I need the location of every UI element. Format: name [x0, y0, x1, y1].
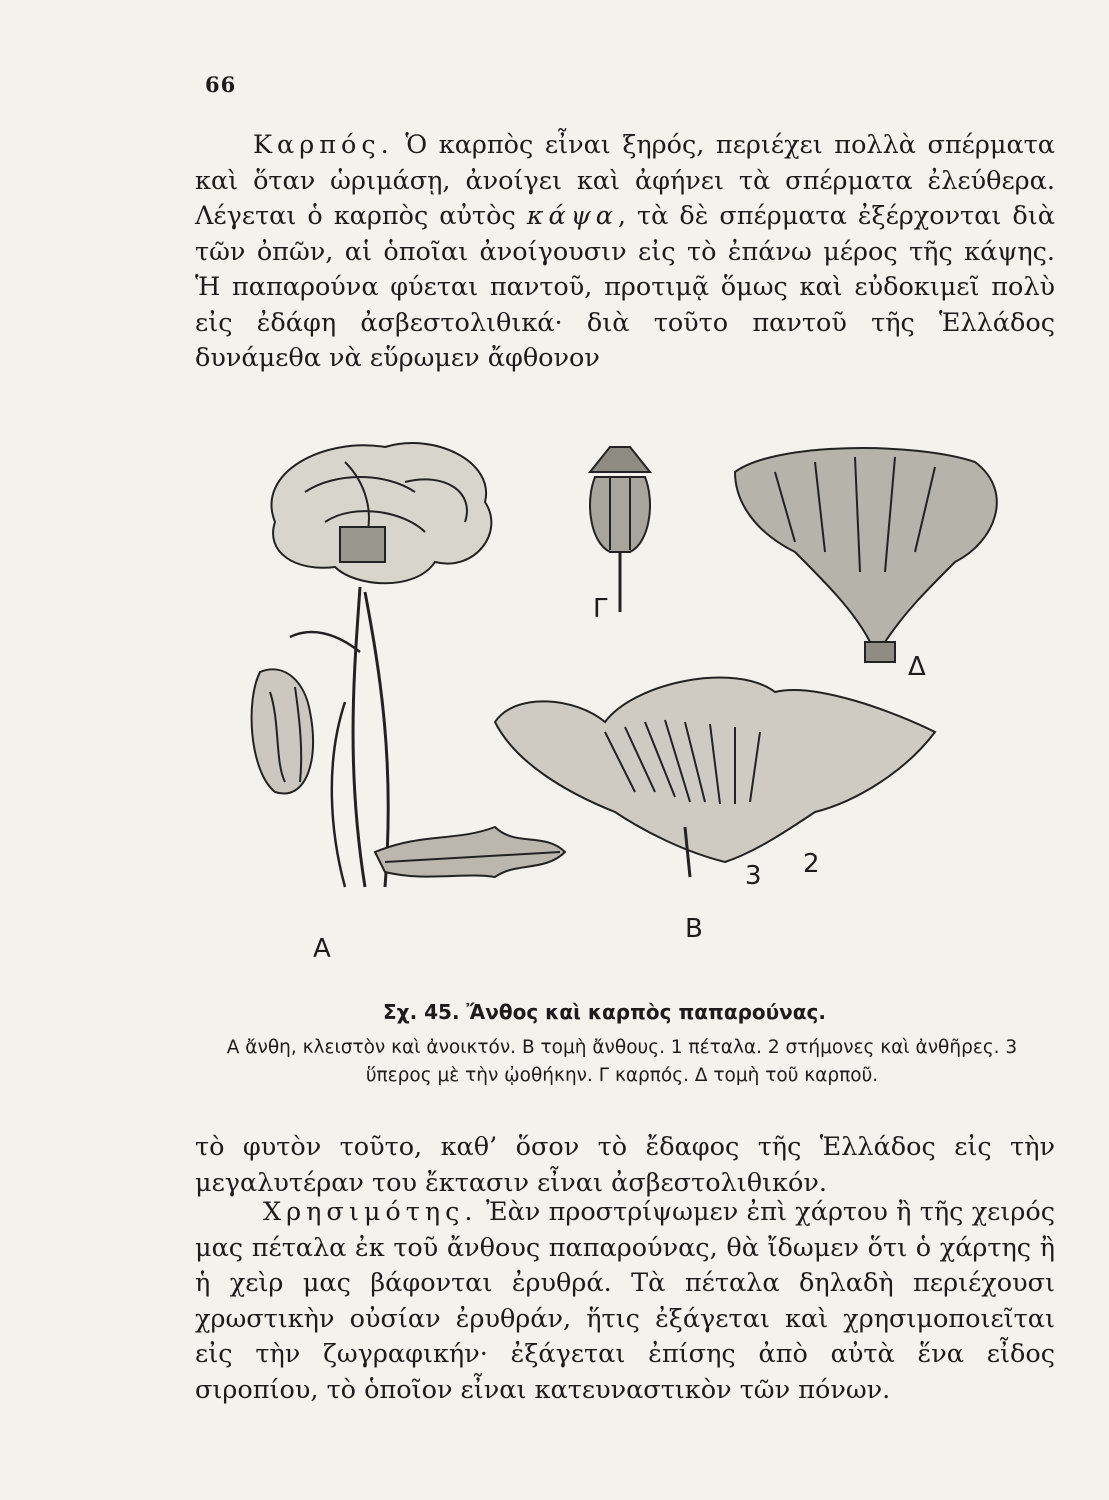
term-capsule: κάψα — [526, 201, 618, 231]
label-b: Β — [685, 914, 703, 944]
fruit-section-drawing — [735, 448, 997, 662]
fruit-capsule-drawing — [590, 447, 650, 612]
paragraph-fruit — [195, 128, 1055, 377]
paragraph-usefulness-body: Ἐὰν προστρίψωμεν ἐπὶ χάρτου ἢ τῆς χειρός μας πέταλα ἐκ τοῦ ἄνθους παπαρούνας, θὰ ἴδωμεν ὅτι ὁ χάρτης ἢ ἡ χεὶρ μας βάφονται ἐρυθρά. Τὰ πέταλα δηλαδὴ περιέχουσι χρωστικὴν οὐσίαν ἐρυθράν, ἥτις ἐξάγεται καὶ χρησιμοποιεῖται εἰς τὴν ζωγραφικήν· ἐξάγεται ἐπίσης ἀπὸ αὐτὰ ἕνα εἶδος σιροπίου, τὸ ὁποῖον εἶναι κατευναστικὸν τῶν πόνων. — [195, 1197, 1055, 1405]
paragraph-fruit-tail: , τὰ δὲ σπέρματα ἐξέρχονται διὰ τῶν ὀπῶν, αἱ ὁποῖαι ἀνοίγουσιν εἰς τὸ ἐπάνω μέρος τῆς κάψης. Ἡ παπαρούνα φύεται παντοῦ, προτιμᾷ ὅμως καὶ εὐδοκιμεῖ πολὺ εἰς ἐδάφη ἀσβεστολιθικά· διὰ τοῦτο παντοῦ τῆς Ἑλλάδος δυνάμεθα νὰ εὕρωμεν ἄφθονον — [195, 201, 1055, 373]
closed-bud-drawing — [252, 669, 314, 793]
open-flower-drawing — [272, 443, 492, 583]
section-heading-fruit: Καρπός. — [253, 130, 394, 160]
label-d: Δ — [908, 652, 926, 682]
label-g: Γ — [593, 594, 608, 624]
label-3: 3 — [745, 861, 762, 891]
section-heading-usefulness: Χρησιμότης. — [263, 1197, 478, 1227]
figure-caption-text: Α ἄνθη, κλειστὸν καὶ ἀνοικτόν. Β τομὴ ἄνθους. 1 πέταλα. 2 στήμονες καὶ ἀνθῆρες. 3 ὕπερος μὲ τὴν ᾠοθήκην. Γ καρπός. Δ τομὴ τοῦ καρποῦ. — [226, 1037, 1018, 1086]
paragraph-fruit-body: Ὁ καρπὸς εἶναι ξηρός, περιέχει πολλὰ σπέρματα καὶ ὅταν ὡριμάσῃ, ἀνοίγει καὶ ἀφήνει τὰ σπέρματα ἐλεύθερα. Λέγεται ὁ καρπὸς αὐτὸς — [195, 130, 1055, 231]
flower-section-drawing — [495, 678, 935, 877]
figure-caption-title: Σχ. 45. Ἄνθος καὶ καρπὸς παπαρούνας. — [383, 1000, 826, 1024]
leaf-drawing — [375, 827, 565, 877]
paragraph-usefulness — [195, 1195, 1055, 1408]
poppy-figure — [215, 432, 1055, 992]
page-number: 66 — [205, 72, 237, 97]
paragraph-continuation: τὸ φυτὸν τοῦτο, καθ’ ὅσον τὸ ἔδαφος τῆς Ἑλλάδος εἰς τὴν μεγαλυτέραν του ἔκτασιν εἶναι ἀσβεστολιθικόν. — [195, 1132, 1055, 1198]
poppy-illustration — [215, 432, 1055, 992]
label-a: Α — [313, 934, 331, 964]
label-2: 2 — [803, 849, 820, 879]
